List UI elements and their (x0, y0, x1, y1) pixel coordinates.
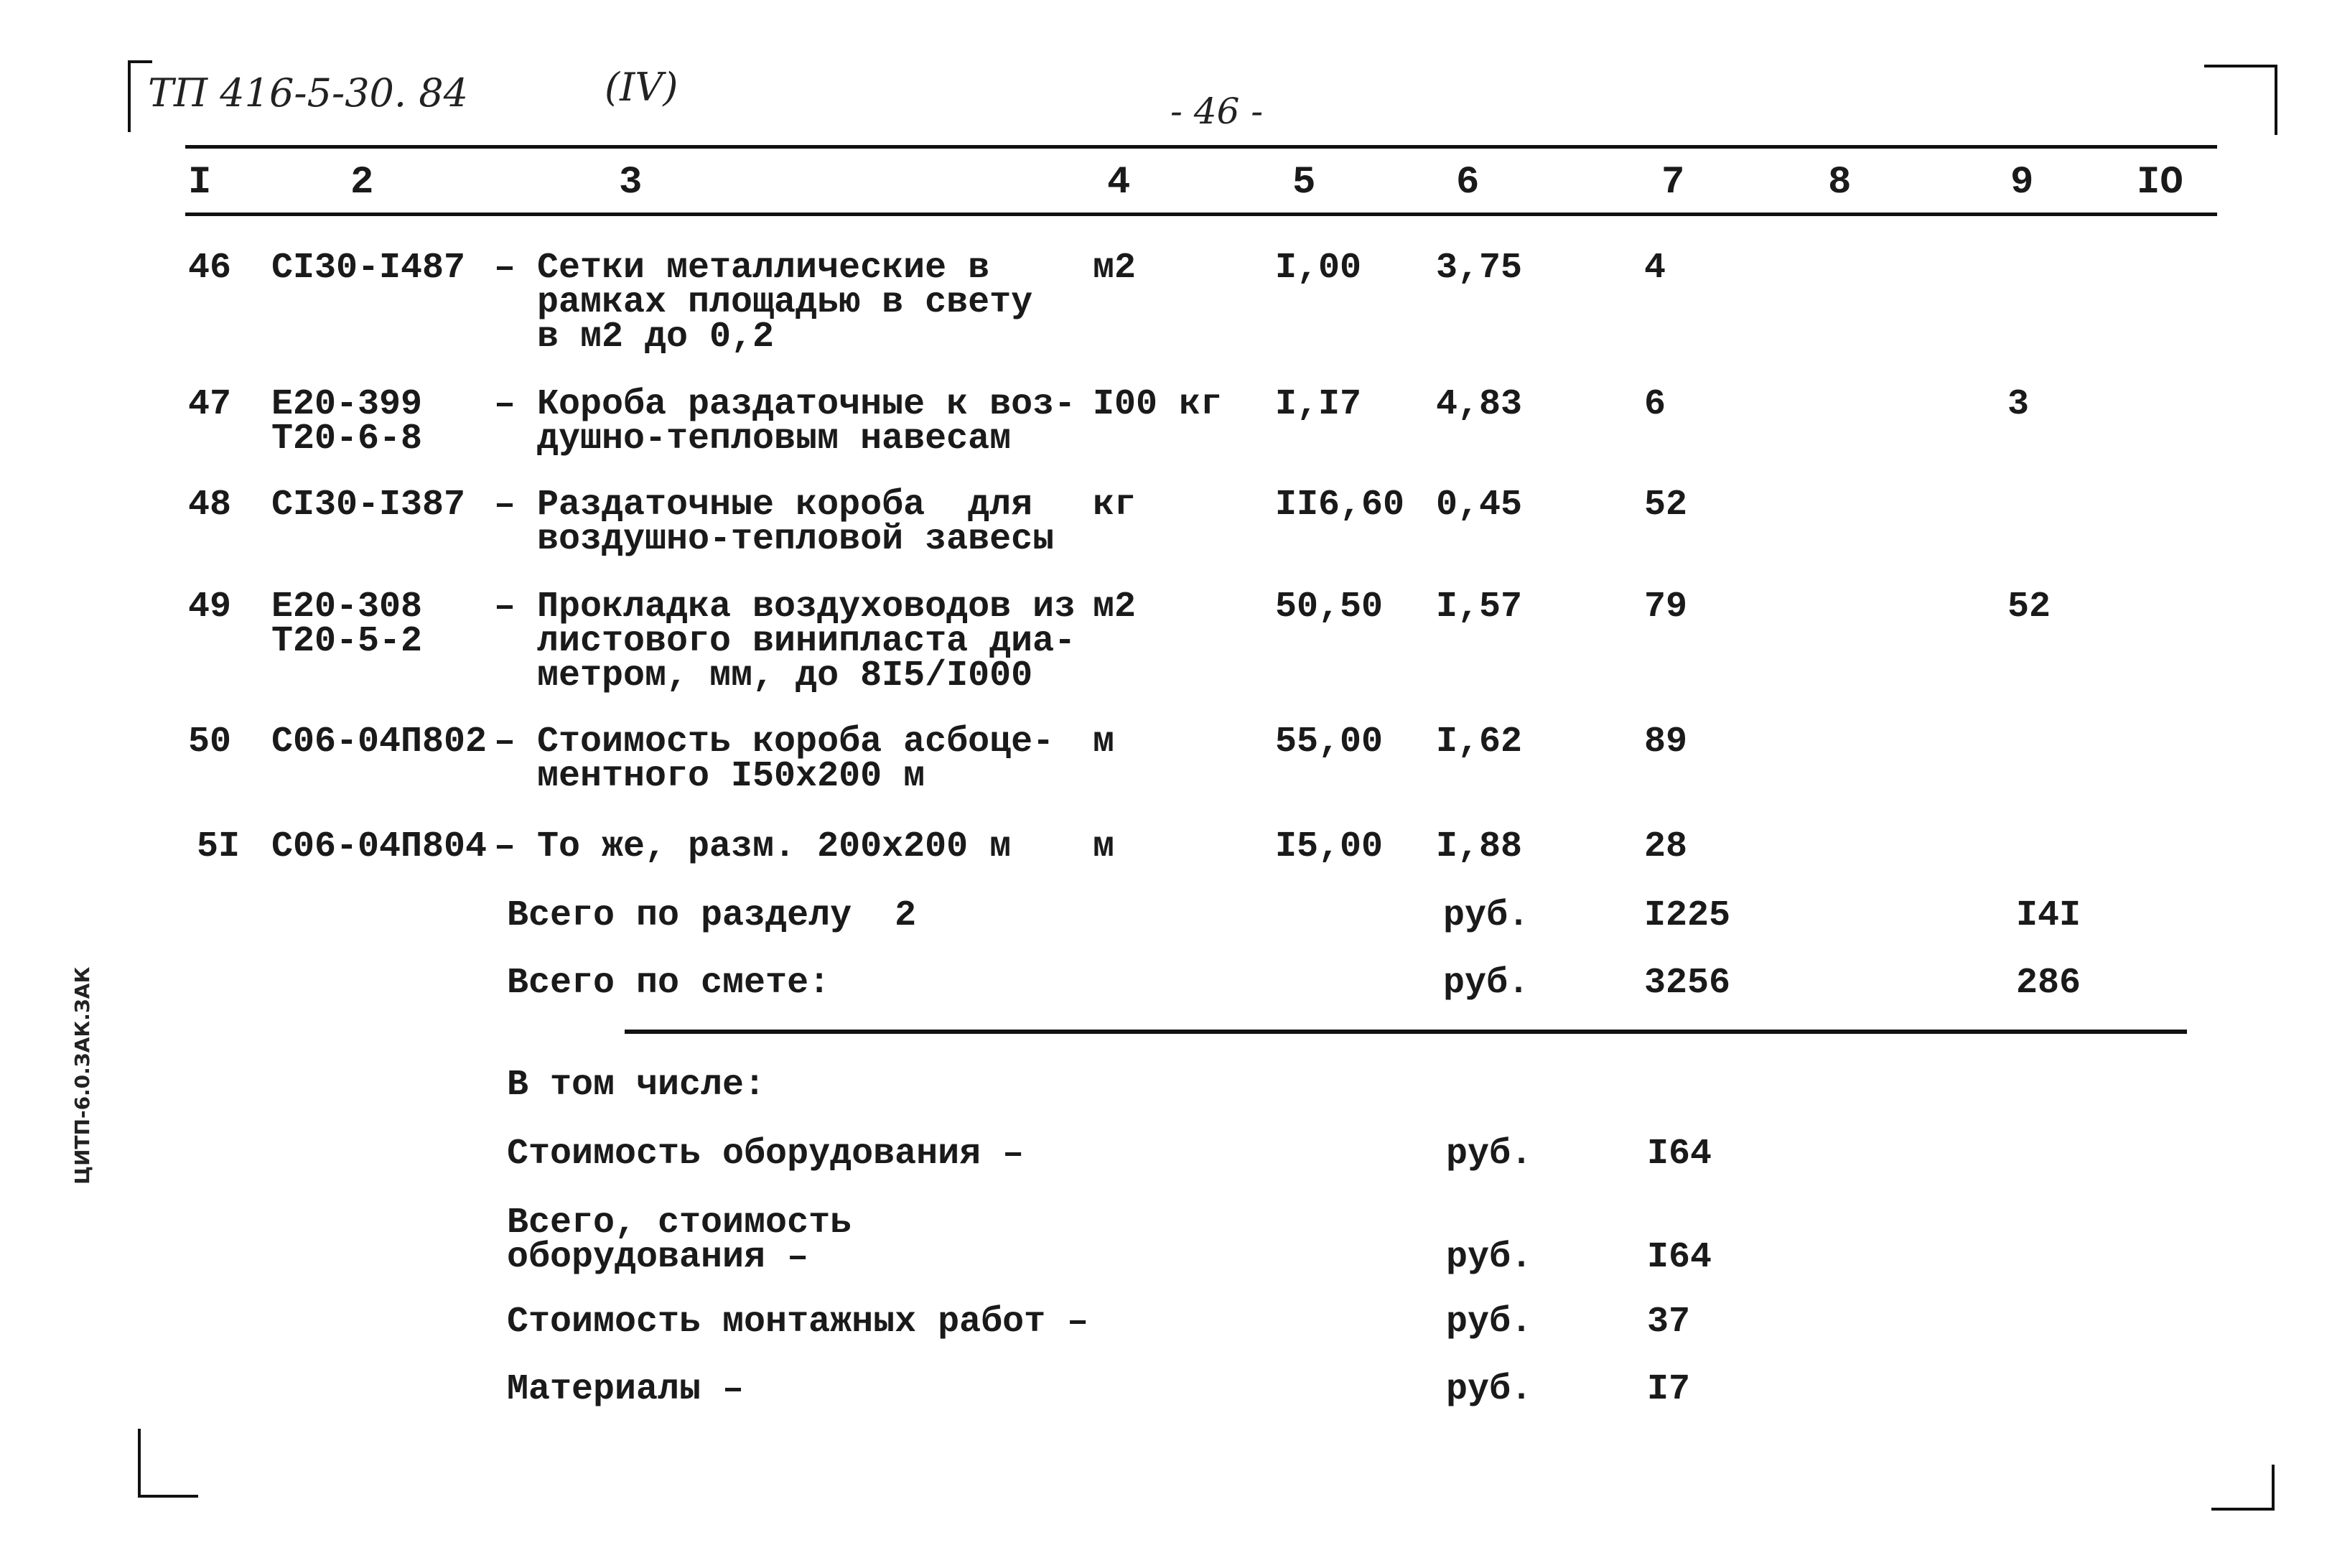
row-quantity: I,00 (1275, 248, 1362, 289)
column-header-10: IO (2137, 161, 2183, 205)
row-unit-price: 3,75 (1436, 248, 1523, 289)
column-header-1: I (188, 161, 212, 205)
row-dash: – (494, 722, 516, 762)
breakdown-unit: руб. (1446, 1134, 1533, 1175)
breakdown-unit: руб. (1446, 1237, 1533, 1278)
row-unit-price: I,88 (1436, 826, 1523, 867)
total-col9: 286 (2016, 963, 2081, 1004)
row-description: Прокладка воздуховодов из листового винипласта диа- метром, мм, до 8I5/I000 (537, 587, 1076, 696)
row-quantity: I,I7 (1275, 384, 1362, 425)
total-col7: 3256 (1644, 963, 1731, 1004)
row-col7-total: 4 (1644, 248, 1666, 289)
row-unit-price: 0,45 (1436, 485, 1523, 526)
row-col7-total: 89 (1644, 722, 1688, 762)
total-unit: руб. (1443, 963, 1530, 1004)
frame-mark-bottom-right-vertical (2272, 1465, 2275, 1511)
row-quantity: 55,00 (1275, 722, 1384, 762)
row-code: E20-308 T20-5-2 (271, 587, 423, 662)
row-quantity: II6,60 (1275, 485, 1405, 526)
row-unit: I00 кг (1093, 384, 1223, 425)
row-quantity: I5,00 (1275, 826, 1384, 867)
frame-mark-top-right-vertical (2275, 65, 2277, 135)
breakdown-label: Стоимость оборудования – (507, 1134, 1025, 1175)
row-description: Короба раздаточные к воз- душно-тепловым навесам (537, 384, 1076, 459)
row-code: C06-04П804 (271, 826, 488, 867)
row-unit-price: I,57 (1436, 587, 1523, 627)
row-dash: – (494, 384, 516, 425)
row-dash: – (494, 485, 516, 526)
row-col7-total: 79 (1644, 587, 1688, 627)
column-header-5: 5 (1292, 161, 1316, 205)
breakdown-col7: 37 (1647, 1302, 1691, 1343)
column-header-7: 7 (1661, 161, 1685, 205)
row-unit-price: 4,83 (1436, 384, 1523, 425)
header-rule-bottom (185, 213, 2217, 216)
header-rule-top (185, 145, 2217, 149)
column-header-4: 4 (1107, 161, 1131, 205)
row-number: 46 (188, 248, 232, 289)
row-code: C06-04П802 (271, 722, 488, 762)
row-description: Стоимость короба асбоце- ментного I50x200 м (537, 722, 1055, 797)
row-number: 49 (188, 587, 232, 627)
totals-rule (625, 1030, 2187, 1034)
row-dash: – (494, 248, 516, 289)
row-col7-total: 52 (1644, 485, 1688, 526)
frame-mark-bottom-left-vertical (138, 1429, 141, 1496)
breakdown-label: Стоимость монтажных работ – (507, 1302, 1089, 1343)
row-description: То же, разм. 200x200 м (537, 826, 1012, 867)
breakdown-unit: руб. (1446, 1302, 1533, 1343)
row-number: 47 (188, 384, 232, 425)
total-unit: руб. (1443, 895, 1530, 936)
row-unit: кг (1093, 485, 1137, 526)
frame-mark-top-left-horizontal (128, 60, 152, 63)
row-dash: – (494, 826, 516, 867)
margin-stamp: ЦИТП-6.0.ЗАК.ЗАК (70, 966, 94, 1185)
frame-mark-bottom-right-horizontal (2211, 1508, 2275, 1511)
total-label: Всего по разделу 2 (507, 895, 917, 936)
breakdown-unit: руб. (1446, 1369, 1533, 1410)
total-label: Всего по смете: (507, 963, 831, 1004)
row-description: Раздаточные короба для воздушно-тепловой завесы (537, 485, 1055, 560)
row-col9-value: 3 (2007, 384, 2030, 425)
row-code: E20-399 T20-6-8 (271, 384, 423, 459)
breakdown-col7: I7 (1647, 1369, 1691, 1410)
breakdown-col7: I64 (1647, 1237, 1712, 1278)
row-quantity: 50,50 (1275, 587, 1384, 627)
row-unit-price: I,62 (1436, 722, 1523, 762)
row-col7-total: 6 (1644, 384, 1666, 425)
row-col9-value: 52 (2007, 587, 2051, 627)
row-unit: м (1093, 826, 1115, 867)
breakdown-col7: I64 (1647, 1134, 1712, 1175)
row-unit: м2 (1093, 248, 1137, 289)
page-number: - 46 - (1170, 90, 1264, 132)
frame-mark-top-left-vertical (128, 60, 131, 132)
row-number: 50 (188, 722, 232, 762)
row-unit: м2 (1093, 587, 1137, 627)
breakdown-label: Всего, стоимость оборудования – (507, 1203, 852, 1278)
document-code: ТП 416-5-30. 84 (148, 70, 468, 116)
column-header-9: 9 (2010, 161, 2034, 205)
row-unit: м (1093, 722, 1115, 762)
breakdown-label: Материалы – (507, 1369, 745, 1410)
row-code: CI30-I487 (271, 248, 466, 289)
row-col7-total: 28 (1644, 826, 1688, 867)
frame-mark-bottom-left-horizontal (138, 1495, 198, 1498)
frame-mark-top-right-horizontal (2204, 65, 2277, 67)
volume-mark: (IV) (605, 65, 678, 110)
row-number: 48 (188, 485, 232, 526)
row-dash: – (494, 587, 516, 627)
row-code: CI30-I387 (271, 485, 466, 526)
column-header-2: 2 (350, 161, 374, 205)
row-number: 5I (197, 826, 241, 867)
row-description: Сетки металлические в рамках площадью в свету в м2 до 0,2 (537, 248, 1033, 358)
column-header-3: 3 (619, 161, 643, 205)
including-label: В том числе: (507, 1065, 766, 1106)
column-header-8: 8 (1828, 161, 1852, 205)
column-header-6: 6 (1456, 161, 1480, 205)
total-col7: I225 (1644, 895, 1731, 936)
total-col9: I4I (2016, 895, 2081, 936)
